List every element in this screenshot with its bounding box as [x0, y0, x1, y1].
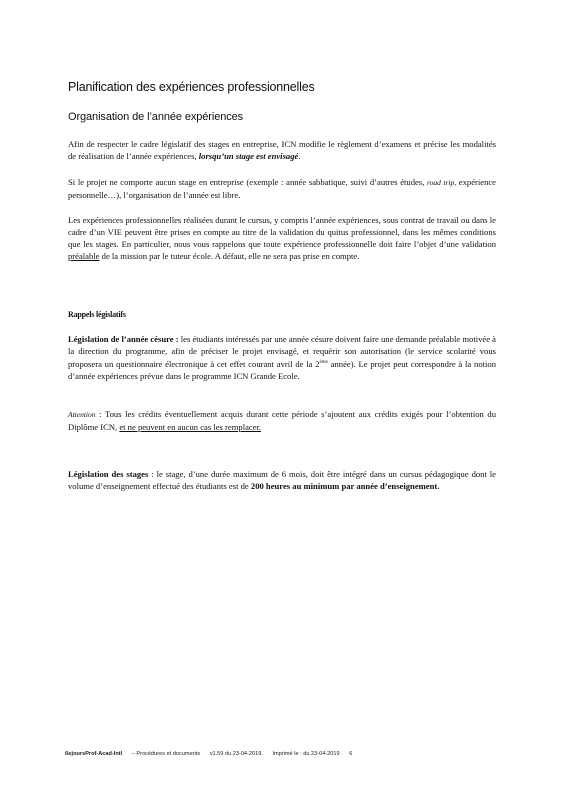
intro-paragraph — [68, 138, 496, 162]
footer-section: – Procédures et documents — [131, 751, 201, 757]
page-title: Planification des expériences professionnelles — [68, 80, 315, 94]
experience-text: Les expériences professionnelles réalisées durant le cursus, y compris l’année expériences, sous contrat de travail ou dans le cadre d’un VIE peuvent être prises en compte au titre de la validation du quitus professionnel, dans les mêmes conditions que les stages. En particulier, nous vous rappelons que toute expérience professionnelle doit faire l’objet d’une validation — [68, 215, 496, 249]
section-subtitle: Organisation de l’année expériences — [68, 111, 244, 123]
cesure-heading: Législation de l’année césure : — [68, 334, 179, 344]
intro-emphasis: lorsqu’un stage est envisagé — [198, 151, 299, 161]
footer-doc: ßejoursProf-Acad-Intl — [65, 751, 123, 757]
page-footer — [65, 751, 505, 757]
stages-paragraph — [68, 468, 496, 492]
road-trip-text: road trip, — [427, 178, 457, 187]
stages-bold: 200 heures au minimum par année d’enseignement. — [250, 481, 440, 491]
cesure-sup: ème — [319, 360, 328, 365]
prealable-underlined: préalable — [68, 251, 100, 261]
attention-text: : Tous les crédits éventuellement acquis durant cette période s’ajoutent aux crédits exigés pour l’obtention du Diplôme ICN, — [68, 409, 496, 432]
footer-printed: Imprimé le : du 23-04-2019 — [272, 751, 340, 757]
footer-version: v1.59 du 23-04-2019. — [209, 751, 263, 757]
experience-end: de la mission par le tuteur école. A défaut, elle ne sera pas prise en compte. — [101, 251, 360, 261]
sabbatical-paragraph — [68, 176, 496, 201]
cesure-text: les étudiants intéressés par une année césure doivent faire une demande préalable motivée à la direction du programme, afin de préciser le projet envisagé, et requérir son autorisation (le service scolarité vous proposera un questionnaire électronique à cet effet courant avril de la 2 — [68, 334, 496, 369]
footer-page-number: 6 — [349, 751, 353, 757]
intro-end: . — [298, 151, 301, 161]
stages-heading: Législation des stages — [68, 469, 149, 479]
cesure-text-end: année). Le projet peut correspondre à la notion d’année expériences prévue dans le programme ICN Grande Ecole. — [68, 358, 497, 381]
attention-label: Attention — [68, 410, 96, 419]
attention-paragraph — [68, 408, 496, 433]
stages-text: : le stage, d’une durée maximum de 6 mois, doit être intégré dans un cursus pédagogique dont le volume d’enseignement effectué des étudiants est de — [68, 469, 496, 491]
rappels-label: Rappels législatifs — [68, 310, 126, 319]
cesure-paragraph — [68, 333, 496, 382]
sabbatical-end: expérience personnelle…), l’organisation de l’année est libre. — [68, 177, 496, 200]
experience-paragraph — [68, 214, 496, 262]
intro-text: Afin de respecter le cadre législatif des stages en entreprise, ICN modifie le règlement d’examens et précise les modalités de réalisation de l’année expériences, — [68, 139, 496, 161]
attention-underlined: et ne peuvent en aucun cas les remplacer. — [119, 422, 262, 432]
sabbatical-text: Si le projet ne comporte aucun stage en entreprise (exemple : année sabbatique, suivi d’autres études, — [68, 177, 425, 187]
